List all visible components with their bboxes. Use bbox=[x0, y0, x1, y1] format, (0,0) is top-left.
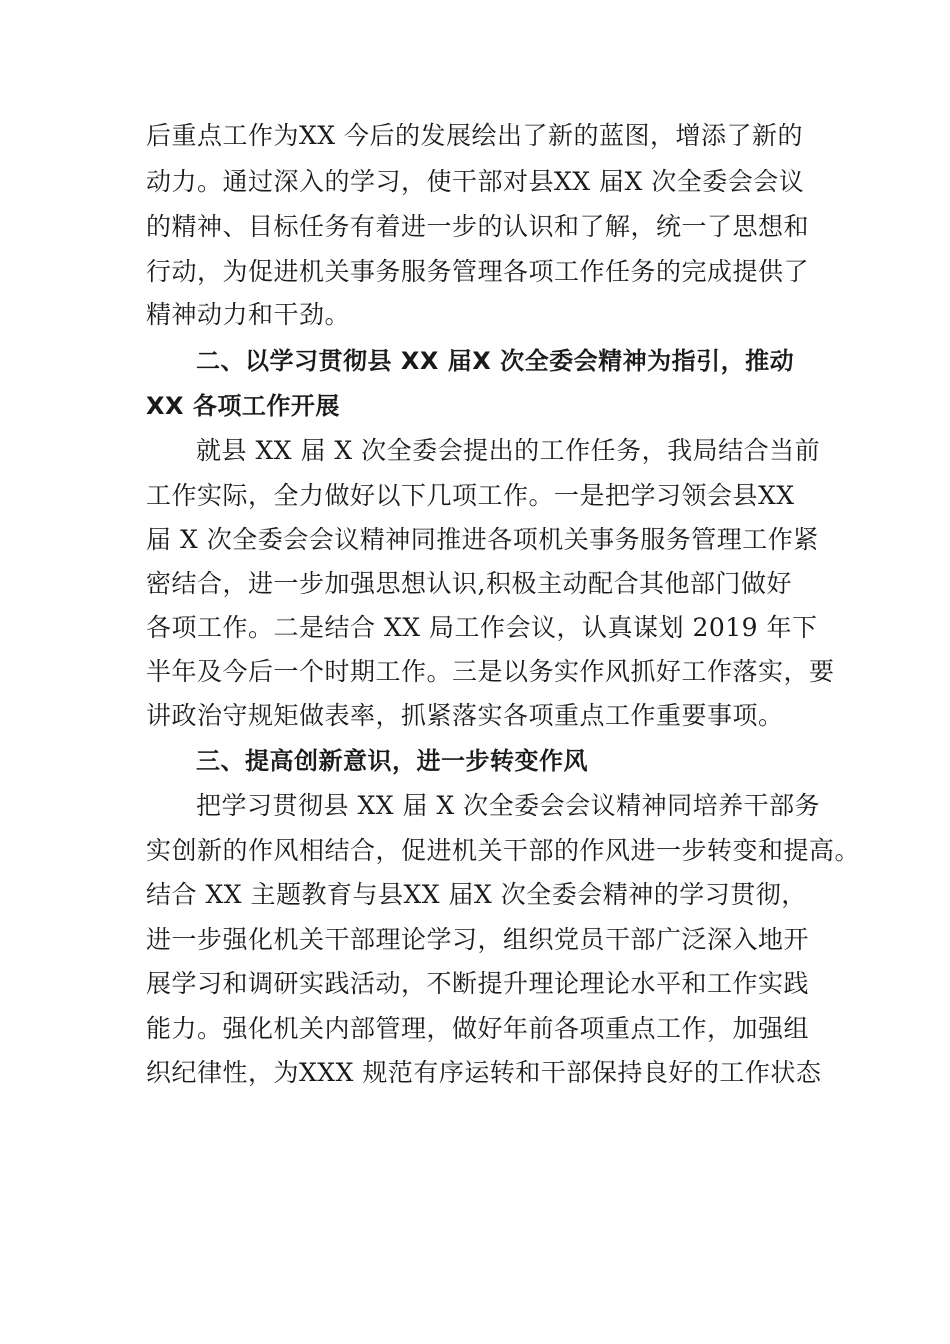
paragraph-line: 实创新的作风相结合，促进机关干部的作风进一步转变和提高。 bbox=[146, 836, 861, 865]
paragraph-line: 工作实际，全力做好以下几项工作。一是把学习领会县XX bbox=[146, 481, 795, 510]
paragraph-line: 就县 XX 届 X 次全委会提出的工作任务，我局结合当前 bbox=[196, 436, 821, 465]
paragraph-line: 各项工作。二是结合 XX 局工作会议，认真谋划 2019 年下 bbox=[146, 613, 818, 642]
section-heading: 三、提高创新意识，进一步转变作风 bbox=[196, 747, 588, 775]
paragraph-line: 动力。通过深入的学习，使干部对县XX 届X 次全委会会议 bbox=[146, 167, 805, 196]
paragraph-line: 展学习和调研实践活动，不断提升理论理论水平和工作实践 bbox=[146, 969, 810, 998]
paragraph-line: 半年及今后一个时期工作。三是以务实作风抓好工作落实，要 bbox=[146, 657, 835, 686]
paragraph-line: 届 X 次全委会会议精神同推进各项机关事务服务管理工作紧 bbox=[146, 525, 819, 554]
paragraph-line: 行动，为促进机关事务服务管理各项工作任务的完成提供了 bbox=[146, 257, 810, 286]
paragraph-line: 织纪律性，为XXX 规范有序运转和干部保持良好的工作状态 bbox=[146, 1058, 822, 1087]
paragraph-line: 精神动力和干劲。 bbox=[146, 300, 351, 329]
paragraph-line: 能力。强化机关内部管理，做好年前各项重点工作，加强组 bbox=[146, 1014, 810, 1043]
paragraph-line: 进一步强化机关干部理论学习，组织党员干部广泛深入地开 bbox=[146, 925, 810, 954]
paragraph-line: 后重点工作为XX 今后的发展绘出了新的蓝图，增添了新的 bbox=[146, 121, 804, 150]
paragraph-line: 结合 XX 主题教育与县XX 届X 次全委会精神的学习贯彻， bbox=[146, 880, 807, 909]
paragraph-line: 把学习贯彻县 XX 届 X 次全委会会议精神同培养干部务 bbox=[196, 791, 821, 820]
paragraph-line: 的精神、目标任务有着进一步的认识和了解，统一了思想和 bbox=[146, 212, 810, 241]
paragraph-line: 密结合，进一步加强思想认识,积极主动配合其他部门做好 bbox=[146, 569, 792, 598]
section-heading: XX 各项工作开展 bbox=[146, 392, 340, 420]
paragraph-line: 讲政治守规矩做表率，抓紧落实各项重点工作重要事项。 bbox=[146, 701, 784, 730]
section-heading: 二、以学习贯彻县 XX 届X 次全委会精神为指引，推动 bbox=[196, 347, 795, 375]
